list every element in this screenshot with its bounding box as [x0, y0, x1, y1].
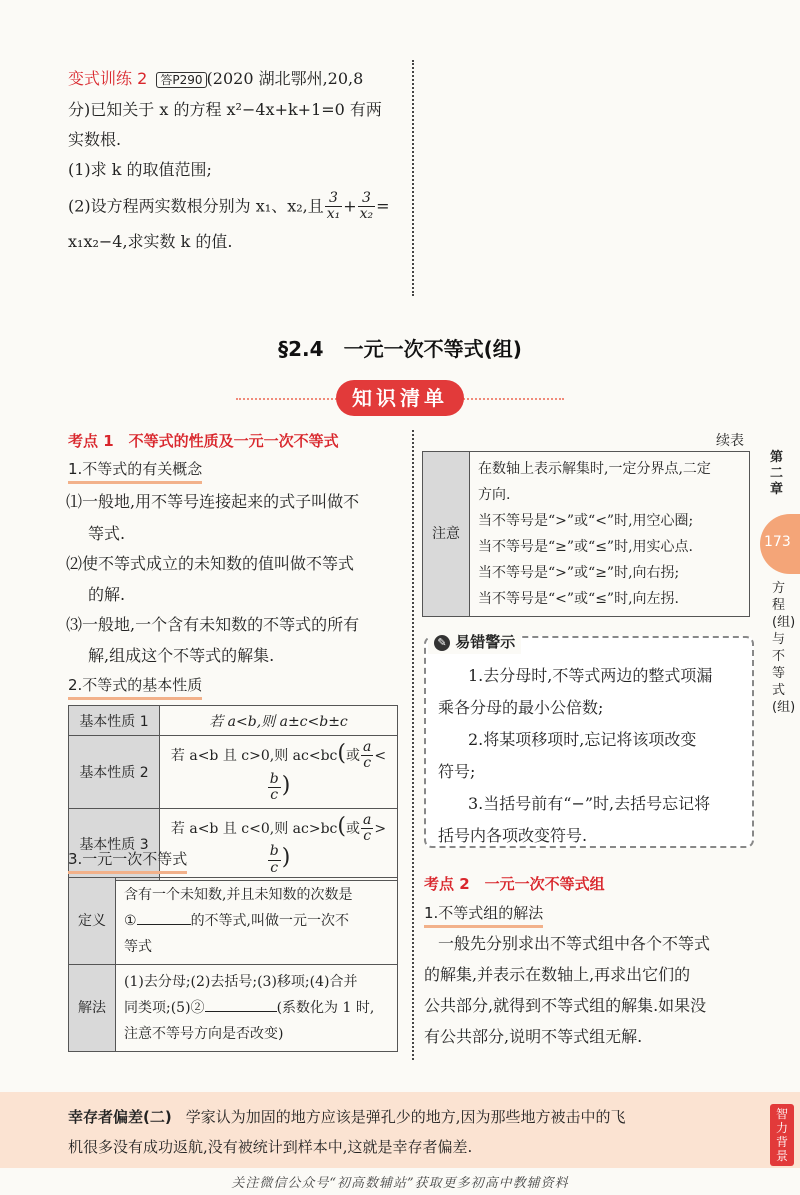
note-text: 在数轴上表示解集时,一定分界点,二定 方向. 当不等号是“>”或“<”时,用空心圈; 当不等号是“≥”或“≤”时,用实心点. 当不等号是“>”或“≥”时,向右拐; 当不等号是“<”或“≤”时,向左拐.: [470, 452, 750, 617]
def-label: 定义: [69, 878, 116, 965]
exercise-line3: 实数根.: [68, 130, 122, 149]
exercise-q2: (2)设方程两实数根分别为 x₁、x₂,且 $\frac{3}{\text{x₁}}$ + $\frac{3}{\text{x₂}}$ =: [68, 190, 390, 223]
warning-text: 1.去分母时,不等式两边的整式项漏 乘各分母的最小公倍数; 2.将某项移项时,忘记将该项改变 符号; 3.当括号前有“−”时,去括号忘记将 括号内各项改变符号.: [438, 666, 713, 845]
inequality-table: [68, 877, 398, 1052]
bottom-title: 幸存者偏差(二): [68, 1108, 172, 1126]
sub2-heading: 2.不等式的基本性质: [68, 674, 202, 700]
chapter-label: 第二章: [770, 450, 784, 497]
divider: [412, 60, 414, 296]
table-row: [69, 736, 398, 809]
section-banner: 知识清单: [336, 380, 464, 416]
prop2-text: 若 a<b 且 c>0,则 ac<bc(或 $\frac{a}{c}$ < $\frac{b}{c}$ ): [160, 736, 398, 809]
fraction: $\frac{3}{\text{x₂}}$: [359, 190, 374, 223]
sub1-right-heading: 1.不等式组的解法: [424, 902, 543, 928]
page-number: 173: [764, 534, 791, 550]
solution-paragraph: 一般先分别求出不等式组中各个不等式 的解集,并表示在数轴上,再求出它们的 公共部分,就得到不等式组的解集.如果没 有公共部分,说明不等式组无解.: [424, 934, 711, 1046]
item3a: ⑶一般地,一个含有未知数的不等式的所有: [66, 615, 360, 634]
item1a: ⑴一般地,用不等号连接起来的式子叫做不: [66, 492, 360, 511]
item2b: 的解.: [88, 585, 126, 604]
prop1-text: 若 a<b,则 a±c<b±c: [160, 706, 398, 736]
exercise-line1: [68, 64, 408, 95]
prop1-label: 基本性质 1: [69, 706, 160, 736]
kaodian1-title: 考点 1 不等式的性质及一元一次不等式: [68, 432, 339, 450]
sub3-heading: 3.一元一次不等式: [68, 848, 187, 874]
table-row: [69, 878, 398, 965]
bottom-text: 幸存者偏差(二) 学家认为加固的地方应该是弹孔少的地方,因为那些地方被击中的飞 机很多没有成功返航,没有被统计到样本中,这就是幸存者偏差.: [68, 1108, 626, 1156]
fraction: $\frac{3}{\text{x₁}}$: [326, 190, 341, 223]
table-row: [69, 706, 398, 736]
prop3-label: 基本性质 3: [69, 808, 160, 881]
note-label: 注意: [423, 452, 470, 617]
item1b: 等式.: [88, 524, 126, 543]
exercise-title: 变式训练 2: [68, 69, 148, 88]
kaodian2-title: 考点 2 一元一次不等式组: [424, 875, 605, 893]
answer-badge: 答P290: [156, 72, 206, 88]
def-text: 含有一个未知数,并且未知数的次数是 ① 的不等式,叫做一元一次不 等式: [116, 878, 398, 965]
footer-note: 关注微信公众号“初高数辅站”获取更多初高中教辅资料: [231, 1176, 569, 1191]
note-table: [422, 451, 750, 617]
continued-label: 续表: [716, 433, 744, 449]
pencil-icon: ✎: [434, 635, 450, 651]
sub1-heading: 1.不等式的有关概念: [68, 458, 202, 484]
subject-label: 方程(组)与不等式(组): [772, 581, 796, 715]
item3b: 解,组成这个不等式的解集.: [88, 646, 275, 665]
section-title: §2.4 一元一次不等式(组): [278, 337, 522, 361]
prop3-text: 若 a<b 且 c<0,则 ac>bc(或 $\frac{a}{c}$ > $\frac{b}{c}$ ): [160, 808, 398, 881]
prop2-label: 基本性质 2: [69, 736, 160, 809]
table-row: [69, 965, 398, 1052]
sol-text: (1)去分母;(2)去括号;(3)移项;(4)合并 同类项;(5)② (系数化为 1 时, 注意不等号方向是否改变): [116, 965, 398, 1052]
column-divider: [412, 430, 414, 1060]
item2a: ⑵使不等式成立的未知数的值叫做不等式: [66, 554, 355, 573]
exercise-block: [68, 64, 408, 257]
exercise-source: (2020 湖北鄂州,20,8: [206, 69, 364, 88]
warning-title: ✎ 易错警示: [428, 630, 521, 654]
exercise-q1: (1)求 k 的取值范围;: [68, 160, 212, 179]
exercise-line2: 分)已知关于 x 的方程 x²−4x+k+1=0 有两: [68, 100, 382, 119]
bottom-tag: 智力背景: [770, 1104, 794, 1166]
exercise-q2-cont: x₁x₂−4,求实数 k 的值.: [68, 231, 233, 251]
sol-label: 解法: [69, 965, 116, 1052]
table-row: [423, 452, 750, 617]
